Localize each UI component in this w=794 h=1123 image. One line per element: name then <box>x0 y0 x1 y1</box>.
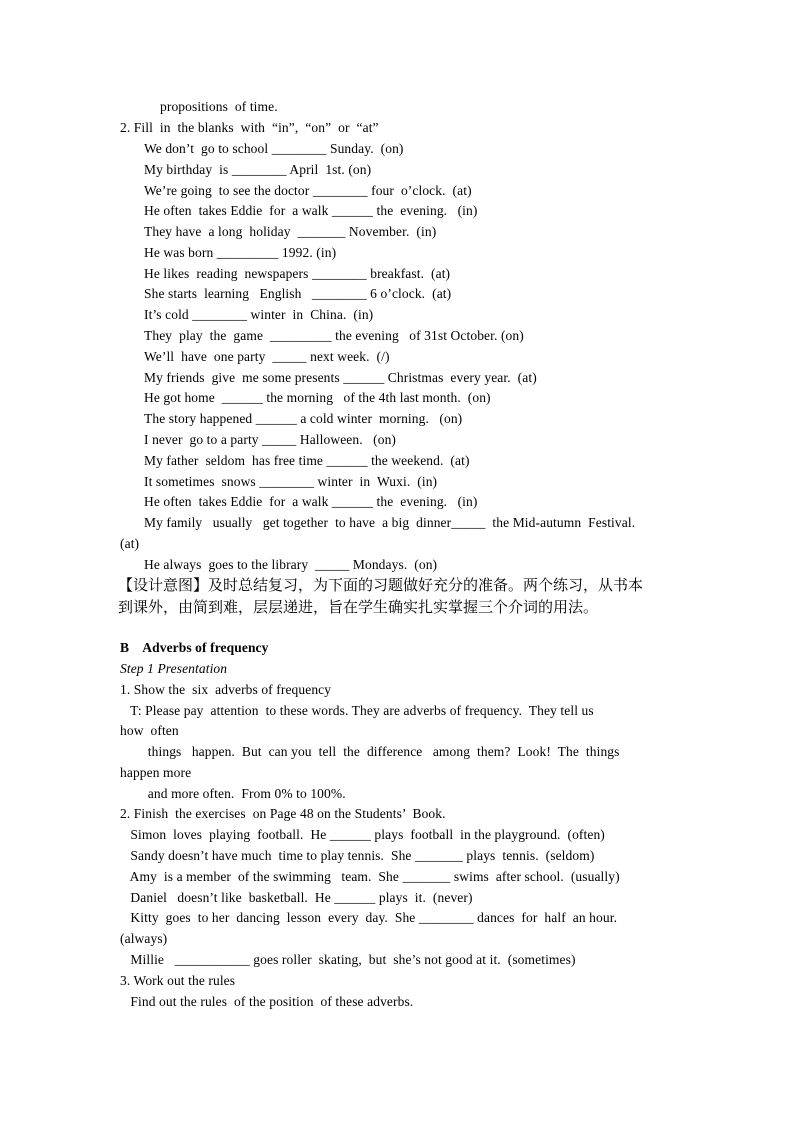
fill-item: They have a long holiday _______ November. (in) <box>144 224 437 239</box>
fill-item: He got home ______ the morning of the 4th last month. (on) <box>144 390 491 405</box>
fill-item: He always goes to the library _____ Mondays. (on) <box>144 557 438 572</box>
fill-item: My father seldom has free time ______ the weekend. (at) <box>144 453 470 468</box>
section-b-heading: B Adverbs of frequency <box>120 640 269 655</box>
fill-item: It’s cold ________ winter in China. (in) <box>144 307 374 322</box>
adverb-exercise: Sandy doesn’t have much time to play tennis. She _______ plays tennis. (seldom) <box>120 848 595 863</box>
fill-item: He often takes Eddie for a walk ______ the evening. (in) <box>144 203 478 218</box>
fill-item: He was born _________ 1992. (in) <box>144 245 337 260</box>
adverb-exercise: Simon loves playing football. He ______ plays football in the playground. (often) <box>120 827 605 842</box>
fill-item: My friends give me some presents ______ Christmas every year. (at) <box>144 370 537 385</box>
teacher-line: happen more <box>120 765 192 780</box>
item-3-text: Find out the rules of the position of these adverbs. <box>120 994 414 1009</box>
item-3-heading: 3. Work out the rules <box>120 973 236 988</box>
design-note-line: 到课外，由简到难，层层递进，旨在学生确实扎实掌握三个介词的用法。 <box>118 598 599 616</box>
fill-item: My family usually get together to have a big dinner_____ the Mid-autumn Festival. <box>144 515 636 530</box>
fill-item: They play the game _________ the evening of 31st October. (on) <box>144 328 524 343</box>
fill-item: The story happened ______ a cold winter morning. (on) <box>144 411 463 426</box>
fill-item: He likes reading newspapers ________ breakfast. (at) <box>144 266 451 281</box>
fill-item-wrap: (at) <box>120 536 140 551</box>
step-heading: Step 1 Presentation <box>120 661 228 676</box>
fill-item: I never go to a party _____ Halloween. (on) <box>144 432 397 447</box>
adverb-exercise-wrap: (always) <box>120 931 168 946</box>
fill-item: He often takes Eddie for a walk ______ the evening. (in) <box>144 494 478 509</box>
fill-item: She starts learning English ________ 6 o’clock. (at) <box>144 286 452 301</box>
teacher-line: T: Please pay attention to these words. They are adverbs of frequency. They tell us <box>120 703 594 718</box>
fill-item: We don’t go to school ________ Sunday. (on) <box>144 141 404 156</box>
exercise-2-heading: 2. Fill in the blanks with “in”, “on” or “at” <box>120 120 379 135</box>
fill-item: My birthday is ________ April 1st. (on) <box>144 162 372 177</box>
teacher-line: and more often. From 0% to 100%. <box>120 786 346 801</box>
fill-item: It sometimes snows ________ winter in Wuxi. (in) <box>144 474 438 489</box>
fill-item: We’re going to see the doctor ________ four o’clock. (at) <box>144 183 472 198</box>
item-2-heading: 2. Finish the exercises on Page 48 on the Students’ Book. <box>120 806 446 821</box>
teacher-line: things happen. But can you tell the difference among them? Look! The things <box>120 744 620 759</box>
design-note-line: 【设计意图】及时总结复习，为下面的习题做好充分的准备。两个练习，从书本 <box>118 576 644 594</box>
fill-item: We’ll have one party _____ next week. (/) <box>144 349 390 364</box>
adverb-exercise: Daniel doesn’t like basketball. He ______ plays it. (never) <box>120 890 473 905</box>
adverb-exercise: Kitty goes to her dancing lesson every day. She ________ dances for half an hour. <box>120 910 618 925</box>
continuation-line: propositions of time. <box>160 99 278 114</box>
item-1-heading: 1. Show the six adverbs of frequency <box>120 682 332 697</box>
adverb-exercise: Millie ___________ goes roller skating, but she’s not good at it. (sometimes) <box>120 952 576 967</box>
adverb-exercise: Amy is a member of the swimming team. She _______ swims after school. (usually) <box>120 869 620 884</box>
teacher-line: how often <box>120 723 179 738</box>
